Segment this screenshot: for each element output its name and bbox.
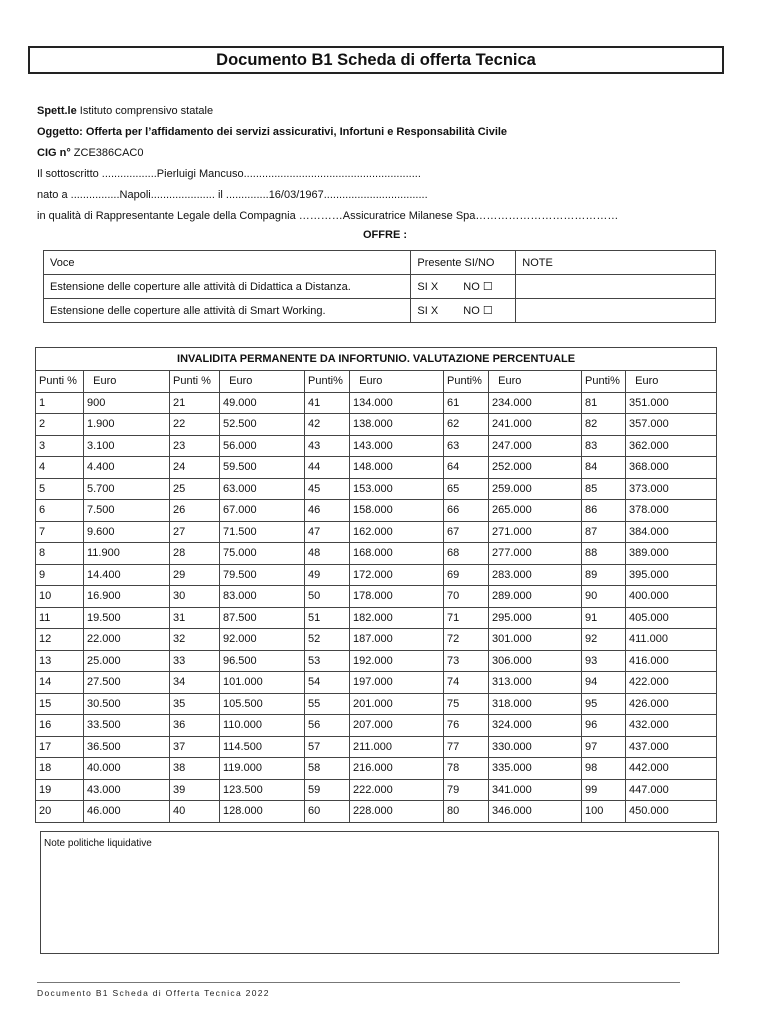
punti-cell: 58 — [305, 758, 350, 780]
offer-note — [516, 275, 716, 299]
table-row — [36, 650, 717, 672]
euro-cell: 83.000 — [220, 586, 305, 608]
cig-line — [37, 147, 144, 159]
punti-cell: 22 — [170, 414, 220, 436]
euro-cell: 426.000 — [626, 693, 717, 715]
punti-cell: 75 — [444, 693, 489, 715]
spett-line — [37, 105, 213, 117]
euro-cell: 437.000 — [626, 736, 717, 758]
punti-cell: 41 — [305, 392, 350, 414]
euro-cell: 324.000 — [489, 715, 582, 737]
euro-cell: 71.500 — [220, 521, 305, 543]
punti-cell: 36 — [170, 715, 220, 737]
euro-cell: 351.000 — [626, 392, 717, 414]
euro-cell: 101.000 — [220, 672, 305, 694]
euro-cell: 36.500 — [84, 736, 170, 758]
euro-cell: 271.000 — [489, 521, 582, 543]
punti-cell: 78 — [444, 758, 489, 780]
punti-cell: 86 — [582, 500, 626, 522]
euro-cell: 289.000 — [489, 586, 582, 608]
invalidita-caption-row — [36, 348, 717, 371]
table-row — [36, 758, 717, 780]
offer-presente — [411, 299, 516, 323]
invalidita-col-header: Euro — [350, 371, 444, 393]
euro-cell: 192.000 — [350, 650, 444, 672]
punti-cell: 51 — [305, 607, 350, 629]
euro-cell: 378.000 — [626, 500, 717, 522]
euro-cell: 3.100 — [84, 435, 170, 457]
euro-cell: 247.000 — [489, 435, 582, 457]
punti-cell: 21 — [170, 392, 220, 414]
footer-divider — [37, 982, 680, 983]
euro-cell: 16.900 — [84, 586, 170, 608]
punti-cell: 3 — [36, 435, 84, 457]
offer-header-row — [44, 251, 716, 275]
punti-cell: 71 — [444, 607, 489, 629]
punti-cell: 6 — [36, 500, 84, 522]
invalidita-col-header: Punti % — [170, 371, 220, 393]
spett-value: Istituto comprensivo statale — [76, 105, 214, 117]
euro-cell: 228.000 — [350, 801, 444, 823]
punti-cell: 60 — [305, 801, 350, 823]
oggetto-label: Oggetto: — [37, 126, 83, 138]
euro-cell: 56.000 — [220, 435, 305, 457]
table-row — [36, 543, 717, 565]
euro-cell: 128.000 — [220, 801, 305, 823]
offer-row — [44, 275, 716, 299]
punti-cell: 87 — [582, 521, 626, 543]
punti-cell: 29 — [170, 564, 220, 586]
punti-cell: 98 — [582, 758, 626, 780]
euro-cell: 59.500 — [220, 457, 305, 479]
punti-cell: 43 — [305, 435, 350, 457]
euro-cell: 19.500 — [84, 607, 170, 629]
punti-cell: 77 — [444, 736, 489, 758]
punti-cell: 26 — [170, 500, 220, 522]
punti-cell: 79 — [444, 779, 489, 801]
table-row — [36, 715, 717, 737]
offer-table — [43, 250, 716, 323]
punti-cell: 37 — [170, 736, 220, 758]
table-row — [36, 521, 717, 543]
punti-cell: 17 — [36, 736, 84, 758]
euro-cell: 148.000 — [350, 457, 444, 479]
punti-cell: 5 — [36, 478, 84, 500]
table-row — [36, 736, 717, 758]
euro-cell: 96.500 — [220, 650, 305, 672]
punti-cell: 15 — [36, 693, 84, 715]
euro-cell: 259.000 — [489, 478, 582, 500]
punti-cell: 82 — [582, 414, 626, 436]
punti-cell: 47 — [305, 521, 350, 543]
note-politiche-box[interactable] — [40, 831, 719, 954]
euro-cell: 187.000 — [350, 629, 444, 651]
offer-note — [516, 299, 716, 323]
euro-cell: 9.600 — [84, 521, 170, 543]
table-row — [36, 500, 717, 522]
euro-cell: 158.000 — [350, 500, 444, 522]
invalidita-header-row — [36, 371, 717, 393]
punti-cell: 83 — [582, 435, 626, 457]
offer-header-voce: Voce — [44, 251, 411, 275]
euro-cell: 153.000 — [350, 478, 444, 500]
euro-cell: 216.000 — [350, 758, 444, 780]
euro-cell: 422.000 — [626, 672, 717, 694]
si-option[interactable]: SI X — [417, 305, 439, 317]
punti-cell: 40 — [170, 801, 220, 823]
table-row — [36, 392, 717, 414]
invalidita-body — [36, 392, 717, 822]
punti-cell: 93 — [582, 650, 626, 672]
punti-cell: 33 — [170, 650, 220, 672]
oggetto-value: Offerta per l’affidamento dei servizi assicurativi, Infortuni e Responsabilità Civile — [82, 126, 508, 138]
euro-cell: 75.000 — [220, 543, 305, 565]
document-title: Documento B1 Scheda di offerta Tecnica — [28, 46, 724, 74]
offer-row — [44, 299, 716, 323]
euro-cell: 178.000 — [350, 586, 444, 608]
euro-cell: 341.000 — [489, 779, 582, 801]
euro-cell: 92.000 — [220, 629, 305, 651]
punti-cell: 16 — [36, 715, 84, 737]
euro-cell: 313.000 — [489, 672, 582, 694]
punti-cell: 89 — [582, 564, 626, 586]
table-row — [36, 693, 717, 715]
euro-cell: 30.500 — [84, 693, 170, 715]
invalidita-col-header: Punti% — [444, 371, 489, 393]
punti-cell: 24 — [170, 457, 220, 479]
punti-cell: 9 — [36, 564, 84, 586]
table-row — [36, 414, 717, 436]
punti-cell: 52 — [305, 629, 350, 651]
punti-cell: 73 — [444, 650, 489, 672]
punti-cell: 30 — [170, 586, 220, 608]
euro-cell: 400.000 — [626, 586, 717, 608]
punti-cell: 25 — [170, 478, 220, 500]
euro-cell: 134.000 — [350, 392, 444, 414]
euro-cell: 211.000 — [350, 736, 444, 758]
euro-cell: 252.000 — [489, 457, 582, 479]
euro-cell: 234.000 — [489, 392, 582, 414]
euro-cell: 416.000 — [626, 650, 717, 672]
no-option[interactable]: NO ☐ — [463, 281, 493, 293]
euro-cell: 306.000 — [489, 650, 582, 672]
nato-line: nato a ................Napoli..................... il ..............16/03/1967.................................. — [37, 189, 428, 201]
punti-cell: 64 — [444, 457, 489, 479]
euro-cell: 105.500 — [220, 693, 305, 715]
punti-cell: 80 — [444, 801, 489, 823]
table-row — [36, 457, 717, 479]
punti-cell: 95 — [582, 693, 626, 715]
euro-cell: 143.000 — [350, 435, 444, 457]
punti-cell: 32 — [170, 629, 220, 651]
punti-cell: 61 — [444, 392, 489, 414]
punti-cell: 63 — [444, 435, 489, 457]
spett-label: Spett.le — [37, 105, 77, 117]
offer-voce: Estensione delle coperture alle attività di Smart Working. — [44, 299, 411, 323]
euro-cell: 87.500 — [220, 607, 305, 629]
euro-cell: 168.000 — [350, 543, 444, 565]
punti-cell: 100 — [582, 801, 626, 823]
table-row — [36, 779, 717, 801]
euro-cell: 330.000 — [489, 736, 582, 758]
euro-cell: 5.700 — [84, 478, 170, 500]
euro-cell: 395.000 — [626, 564, 717, 586]
punti-cell: 57 — [305, 736, 350, 758]
euro-cell: 241.000 — [489, 414, 582, 436]
punti-cell: 12 — [36, 629, 84, 651]
euro-cell: 222.000 — [350, 779, 444, 801]
offer-presente — [411, 275, 516, 299]
euro-cell: 411.000 — [626, 629, 717, 651]
invalidita-col-header: Punti% — [305, 371, 350, 393]
table-row — [36, 629, 717, 651]
punti-cell: 72 — [444, 629, 489, 651]
euro-cell: 405.000 — [626, 607, 717, 629]
punti-cell: 2 — [36, 414, 84, 436]
punti-cell: 18 — [36, 758, 84, 780]
punti-cell: 46 — [305, 500, 350, 522]
euro-cell: 114.500 — [220, 736, 305, 758]
punti-cell: 49 — [305, 564, 350, 586]
sottoscritto-line: Il sottoscritto ..................Pierluigi Mancuso.......................................................... — [37, 168, 421, 180]
euro-cell: 33.500 — [84, 715, 170, 737]
euro-cell: 182.000 — [350, 607, 444, 629]
punti-cell: 27 — [170, 521, 220, 543]
punti-cell: 97 — [582, 736, 626, 758]
qualita-line: in qualità di Rappresentante Legale della Compagnia …………Assicuratrice Milanese Spa………………………………… — [37, 210, 619, 222]
punti-cell: 10 — [36, 586, 84, 608]
punti-cell: 56 — [305, 715, 350, 737]
invalidita-col-header: Euro — [626, 371, 717, 393]
euro-cell: 432.000 — [626, 715, 717, 737]
euro-cell: 162.000 — [350, 521, 444, 543]
punti-cell: 14 — [36, 672, 84, 694]
punti-cell: 74 — [444, 672, 489, 694]
punti-cell: 13 — [36, 650, 84, 672]
note-politiche-label: Note politiche liquidative — [44, 838, 152, 849]
invalidita-col-header: Euro — [84, 371, 170, 393]
offer-header-note: NOTE — [516, 251, 716, 275]
euro-cell: 123.500 — [220, 779, 305, 801]
euro-cell: 22.000 — [84, 629, 170, 651]
punti-cell: 11 — [36, 607, 84, 629]
euro-cell: 43.000 — [84, 779, 170, 801]
punti-cell: 55 — [305, 693, 350, 715]
offer-header-presente: Presente SI/NO — [411, 251, 516, 275]
punti-cell: 69 — [444, 564, 489, 586]
invalidita-col-header: Euro — [220, 371, 305, 393]
table-row — [36, 586, 717, 608]
punti-cell: 99 — [582, 779, 626, 801]
punti-cell: 4 — [36, 457, 84, 479]
euro-cell: 277.000 — [489, 543, 582, 565]
invalidita-col-header: Punti % — [36, 371, 84, 393]
euro-cell: 52.500 — [220, 414, 305, 436]
euro-cell: 301.000 — [489, 629, 582, 651]
euro-cell: 295.000 — [489, 607, 582, 629]
page-footer: Documento B1 Scheda di Offerta Tecnica 2022 — [37, 988, 270, 998]
euro-cell: 346.000 — [489, 801, 582, 823]
euro-cell: 900 — [84, 392, 170, 414]
euro-cell: 283.000 — [489, 564, 582, 586]
punti-cell: 34 — [170, 672, 220, 694]
invalidita-caption: INVALIDITA PERMANENTE DA INFORTUNIO. VALUTAZIONE PERCENTUALE — [36, 348, 717, 371]
punti-cell: 19 — [36, 779, 84, 801]
euro-cell: 389.000 — [626, 543, 717, 565]
punti-cell: 20 — [36, 801, 84, 823]
punti-cell: 66 — [444, 500, 489, 522]
euro-cell: 46.000 — [84, 801, 170, 823]
euro-cell: 25.000 — [84, 650, 170, 672]
punti-cell: 1 — [36, 392, 84, 414]
oggetto-line — [37, 126, 507, 138]
punti-cell: 44 — [305, 457, 350, 479]
euro-cell: 201.000 — [350, 693, 444, 715]
invalidita-col-header: Euro — [489, 371, 582, 393]
no-option[interactable]: NO ☐ — [463, 305, 493, 317]
punti-cell: 92 — [582, 629, 626, 651]
euro-cell: 40.000 — [84, 758, 170, 780]
punti-cell: 62 — [444, 414, 489, 436]
cig-label: CIG n° — [37, 147, 71, 159]
punti-cell: 68 — [444, 543, 489, 565]
euro-cell: 4.400 — [84, 457, 170, 479]
punti-cell: 48 — [305, 543, 350, 565]
euro-cell: 362.000 — [626, 435, 717, 457]
punti-cell: 65 — [444, 478, 489, 500]
offre-heading: OFFRE : — [363, 229, 407, 241]
euro-cell: 335.000 — [489, 758, 582, 780]
euro-cell: 207.000 — [350, 715, 444, 737]
invalidita-table — [35, 347, 717, 823]
table-row — [36, 478, 717, 500]
euro-cell: 265.000 — [489, 500, 582, 522]
punti-cell: 35 — [170, 693, 220, 715]
punti-cell: 23 — [170, 435, 220, 457]
punti-cell: 85 — [582, 478, 626, 500]
table-row — [36, 801, 717, 823]
punti-cell: 81 — [582, 392, 626, 414]
euro-cell: 442.000 — [626, 758, 717, 780]
punti-cell: 67 — [444, 521, 489, 543]
invalidita-col-header: Punti% — [582, 371, 626, 393]
euro-cell: 373.000 — [626, 478, 717, 500]
punti-cell: 84 — [582, 457, 626, 479]
euro-cell: 384.000 — [626, 521, 717, 543]
euro-cell: 450.000 — [626, 801, 717, 823]
euro-cell: 63.000 — [220, 478, 305, 500]
punti-cell: 31 — [170, 607, 220, 629]
euro-cell: 357.000 — [626, 414, 717, 436]
si-option[interactable]: SI X — [417, 281, 439, 293]
offer-voce: Estensione delle coperture alle attività di Didattica a Distanza. — [44, 275, 411, 299]
punti-cell: 70 — [444, 586, 489, 608]
punti-cell: 50 — [305, 586, 350, 608]
table-row — [36, 564, 717, 586]
punti-cell: 8 — [36, 543, 84, 565]
euro-cell: 318.000 — [489, 693, 582, 715]
cig-value: ZCE386CAC0 — [70, 147, 144, 159]
punti-cell: 90 — [582, 586, 626, 608]
punti-cell: 91 — [582, 607, 626, 629]
punti-cell: 59 — [305, 779, 350, 801]
euro-cell: 67.000 — [220, 500, 305, 522]
punti-cell: 54 — [305, 672, 350, 694]
euro-cell: 119.000 — [220, 758, 305, 780]
euro-cell: 368.000 — [626, 457, 717, 479]
punti-cell: 94 — [582, 672, 626, 694]
euro-cell: 447.000 — [626, 779, 717, 801]
punti-cell: 38 — [170, 758, 220, 780]
table-row — [36, 607, 717, 629]
euro-cell: 49.000 — [220, 392, 305, 414]
euro-cell: 172.000 — [350, 564, 444, 586]
punti-cell: 39 — [170, 779, 220, 801]
euro-cell: 79.500 — [220, 564, 305, 586]
punti-cell: 28 — [170, 543, 220, 565]
punti-cell: 53 — [305, 650, 350, 672]
table-row — [36, 672, 717, 694]
euro-cell: 1.900 — [84, 414, 170, 436]
punti-cell: 45 — [305, 478, 350, 500]
euro-cell: 14.400 — [84, 564, 170, 586]
punti-cell: 76 — [444, 715, 489, 737]
euro-cell: 7.500 — [84, 500, 170, 522]
euro-cell: 138.000 — [350, 414, 444, 436]
euro-cell: 27.500 — [84, 672, 170, 694]
punti-cell: 96 — [582, 715, 626, 737]
punti-cell: 42 — [305, 414, 350, 436]
punti-cell: 7 — [36, 521, 84, 543]
punti-cell: 88 — [582, 543, 626, 565]
euro-cell: 197.000 — [350, 672, 444, 694]
euro-cell: 110.000 — [220, 715, 305, 737]
table-row — [36, 435, 717, 457]
euro-cell: 11.900 — [84, 543, 170, 565]
